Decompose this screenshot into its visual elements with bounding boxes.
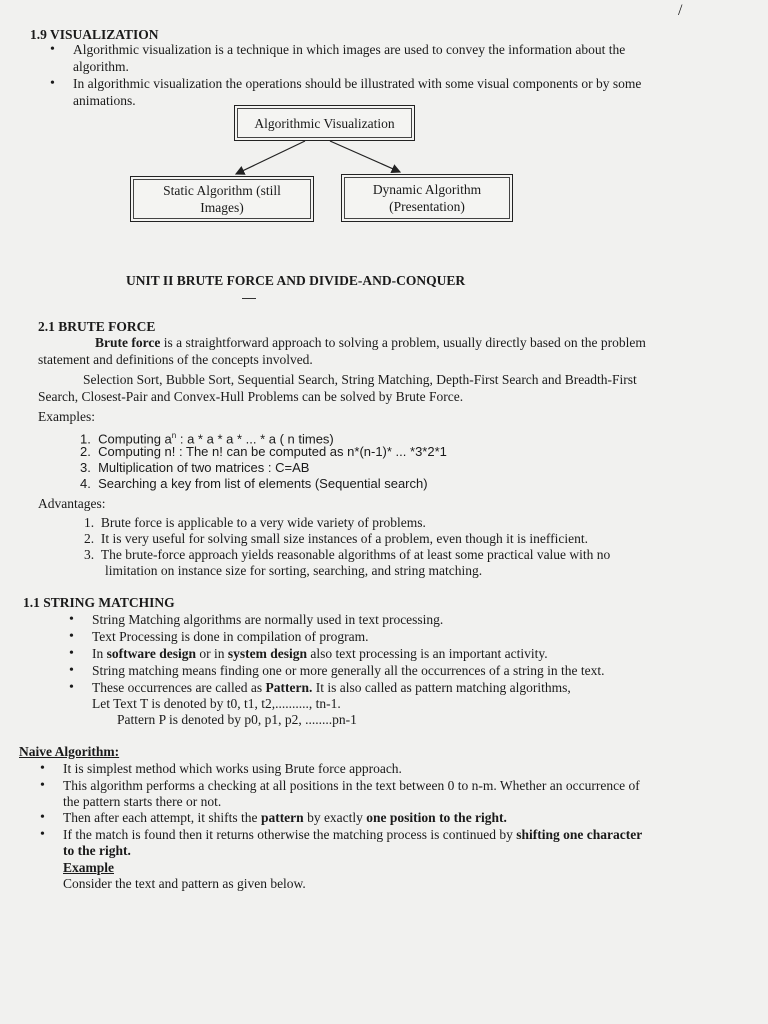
list-number: 1. (84, 515, 95, 530)
term-system-design: system design (227, 646, 308, 661)
text: Then after each attempt, it shifts the (63, 810, 261, 825)
superscript: n (171, 431, 177, 440)
text: or in (196, 646, 228, 661)
diagram-dynamic-label-line1: Dynamic Algorithm (372, 182, 482, 197)
section-heading-visualization: 1.9 VISUALIZATION (30, 27, 159, 42)
unit-title: UNIT II BRUTE FORCE AND DIVIDE-AND-CONQUER (126, 273, 466, 288)
example-item (80, 444, 447, 460)
paragraph-text: Selection Sort, Bubble Sort, Sequential Search, String Matching, Depth-First Search and Breadth-First (83, 372, 637, 387)
term-brute-force: Brute force (95, 335, 161, 350)
example-text: : a * a * a * ... * a ( n times) (176, 431, 334, 447)
diagram-dynamic-box (341, 174, 513, 222)
example-text: Multiplication of two matrices : C=AB (98, 460, 310, 475)
list-item: • In algorithmic visualization the operations should be illustrated with some visual components or by some (73, 76, 641, 92)
paragraph-text: is a straightforward approach to solving a problem, usually directly based on the problem (160, 335, 646, 350)
term-pattern: Pattern. (265, 680, 313, 695)
diagram-root-label: Algorithmic Visualization (254, 115, 395, 131)
page-mark: / (678, 2, 683, 19)
text: These occurrences are called as (92, 680, 266, 695)
diagram-static-box (130, 176, 314, 222)
list-number: 1. (80, 431, 91, 447)
list-number: 2. (84, 531, 95, 546)
section-heading-brute-force: 2.1 BRUTE FORCE (38, 319, 156, 334)
paragraph-text: Consider the text and pattern as given below. (63, 876, 306, 891)
paragraph-text: statement and definitions of the concepts involved. (38, 352, 313, 367)
section-heading-string-matching: 1.1 STRING MATCHING (23, 595, 175, 610)
example-heading: Example (63, 860, 115, 875)
advantage-text: Brute force is applicable to a very wide variety of problems. (100, 515, 426, 530)
section-heading-naive-algorithm: Naive Algorithm: (19, 744, 120, 759)
list-item-continuation: Let Text T is denoted by t0, t1, t2,.........., tn-1. (92, 696, 341, 711)
divider (242, 298, 256, 299)
list-item-continuation: to the right. (63, 843, 131, 858)
text: If the match is found then it returns otherwise the matching process is continued by (63, 827, 517, 842)
list-item: • Algorithmic visualization is a technique in which images are used to convey the information about the (73, 42, 625, 58)
diagram-static-label-line2: Images) (200, 200, 244, 215)
list-item: • This algorithm performs a checking at all positions in the text between 0 to n-m. Whether an occurrence of (63, 778, 640, 794)
term-shifting: shifting one character (516, 827, 643, 842)
list-item (92, 646, 548, 662)
text: It is also called as pattern matching algorithms, (312, 680, 571, 695)
list-item-continuation: the pattern starts there or not. (63, 794, 222, 809)
term-one-position: one position to the right. (366, 810, 507, 825)
list-item: • Text Processing is done in compilation of program. (92, 629, 369, 645)
list-number: 2. (80, 444, 91, 459)
list-item (63, 827, 642, 843)
list-number: 3. (84, 547, 95, 562)
example-text: Searching a key from list of elements (Sequential search) (98, 476, 428, 491)
examples-label: Examples: (38, 409, 95, 424)
example-text: Computing a (98, 431, 172, 447)
advantage-item (84, 547, 610, 563)
list-item (92, 680, 571, 696)
advantage-text-continuation: limitation on instance size for sorting, searching, and string matching. (105, 563, 483, 578)
list-number: 4. (80, 476, 91, 491)
advantage-text: It is very useful for solving small size instances of a problem, even though it is inefficient. (100, 531, 589, 546)
text: also text processing is an important activity. (307, 646, 548, 661)
advantage-item (84, 531, 588, 547)
diagram-root-box (234, 105, 415, 141)
list-item: • It is simplest method which works using Brute force approach. (63, 761, 402, 777)
term-pattern: pattern (260, 810, 304, 825)
advantage-item (84, 515, 426, 531)
advantages-label: Advantages: (38, 496, 106, 511)
arrow-to-static (236, 141, 305, 174)
example-item (80, 476, 428, 492)
arrow-to-dynamic (330, 141, 400, 172)
list-item: • String matching means finding one or more generally all the occurrences of a string in the text. (92, 663, 604, 679)
example-item (80, 460, 309, 476)
example-text: Computing n! : The n! can be computed as n*(n-1)* ... *3*2*1 (98, 444, 447, 459)
list-item-continuation: algorithm. (73, 59, 129, 74)
list-item (63, 810, 507, 826)
list-item-continuation: animations. (73, 93, 136, 108)
paragraph-definition (95, 335, 646, 351)
diagram-static-label-line1: Static Algorithm (still (163, 183, 281, 198)
diagram-dynamic-label-line2: (Presentation) (389, 199, 465, 214)
list-number: 3. (80, 460, 91, 475)
list-item-continuation: Pattern P is denoted by p0, p1, p2, ........pn-1 (117, 712, 357, 727)
paragraph-text: Search, Closest-Pair and Convex-Hull Problems can be solved by Brute Force. (38, 389, 464, 404)
text: by exactly (303, 810, 367, 825)
text: In (92, 646, 107, 661)
term-software-design: software design (106, 646, 196, 661)
advantage-text: The brute-force approach yields reasonable algorithms of at least some practical value with no (100, 547, 611, 562)
list-item: • String Matching algorithms are normally used in text processing. (92, 612, 443, 628)
